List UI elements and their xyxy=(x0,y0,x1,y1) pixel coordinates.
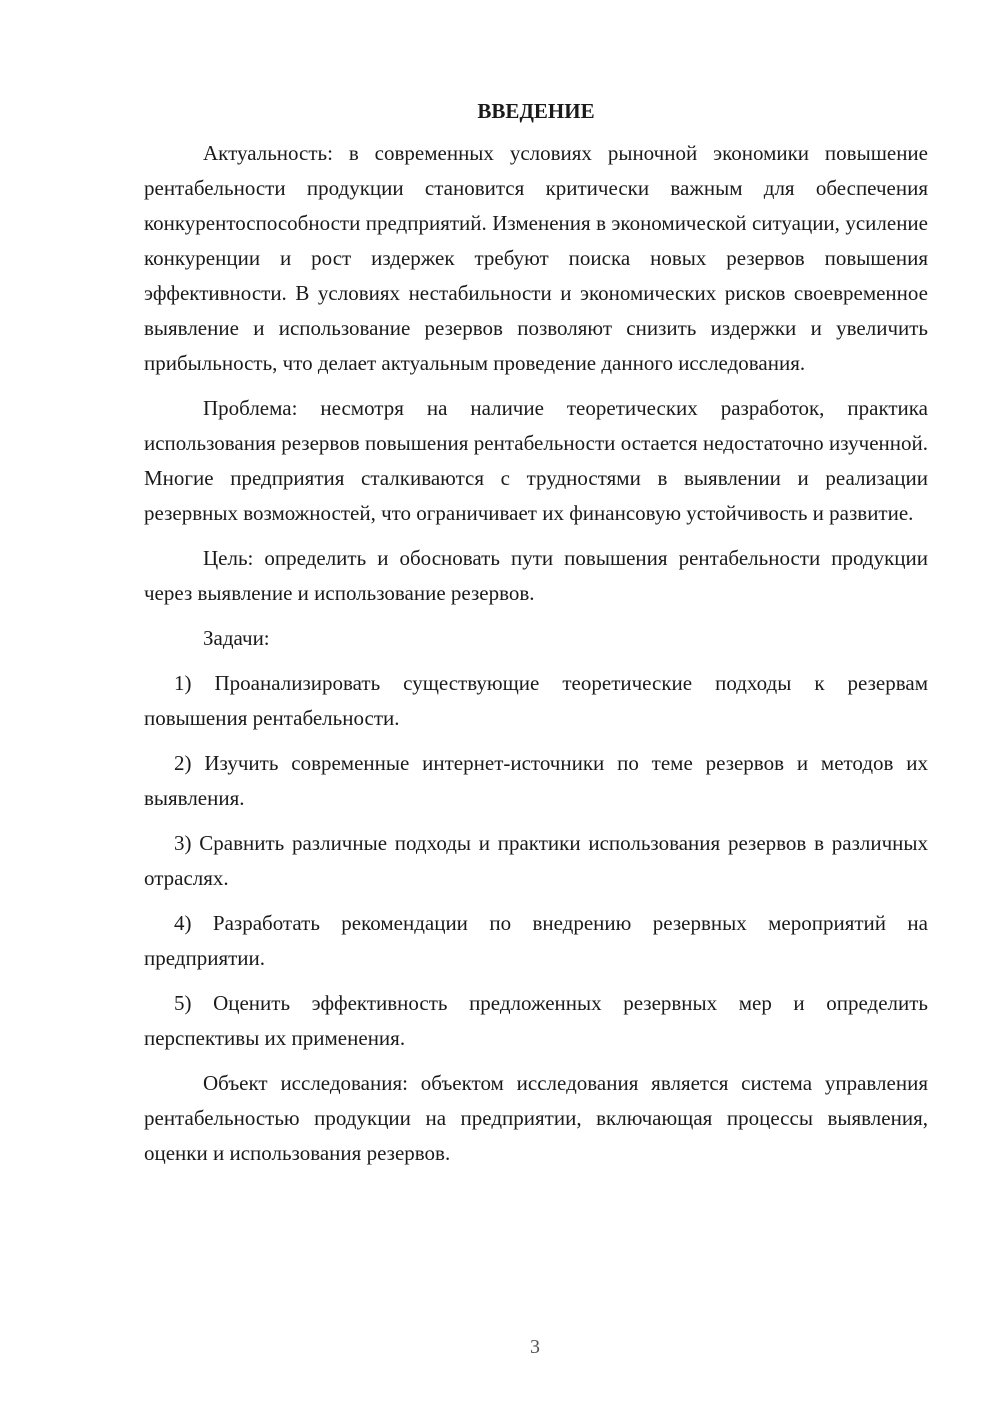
task-item: 5) Оценить эффективность предложенных резервных мер и определить перспективы их применения. xyxy=(144,991,928,1050)
task-item: 3) Сравнить различные подходы и практики использования резервов в различных отраслях. xyxy=(144,831,928,890)
task-item: 2) Изучить современные интернет-источники по теме резервов и методов их выявления. xyxy=(144,751,928,810)
problem-paragraph: Проблема: несмотря на наличие теоретических разработок, практика использования резервов повышения рентабельности остается недостаточно изученной. Многие предприятия сталкиваются с трудностями в выявлении и реализации резервных возможностей, что ограничивает их финансовую устойчивость и развитие. xyxy=(144,396,928,525)
document-page xyxy=(144,96,928,1181)
task-item: 4) Разработать рекомендации по внедрению резервных мероприятий на предприятии. xyxy=(144,911,928,970)
section-title: ВВЕДЕНИЕ xyxy=(477,99,595,123)
task-item: 1) Проанализировать существующие теоретические подходы к резервам повышения рентабельности. xyxy=(144,671,928,730)
goal-paragraph: Цель: определить и обосновать пути повышения рентабельности продукции через выявление и использование резервов. xyxy=(144,546,928,605)
page-number: 3 xyxy=(530,1336,540,1358)
tasks-label: Задачи: xyxy=(203,626,270,650)
object-paragraph: Объект исследования: объектом исследования является система управления рентабельностью продукции на предприятии, включающая процессы выявления, оценки и использования резервов. xyxy=(144,1071,928,1165)
relevance-paragraph: Актуальность: в современных условиях рыночной экономики повышение рентабельности продукции становится критически важным для обеспечения конкурентоспособности предприятий. Изменения в экономической ситуации, усиление конкуренции и рост издержек требуют поиска новых резервов повышения эффективности. В условиях нестабильности и экономических рисков своевременное выявление и использование резервов позволяют снизить издержки и увеличить прибыльность, что делает актуальным проведение данного исследования. xyxy=(144,141,928,375)
